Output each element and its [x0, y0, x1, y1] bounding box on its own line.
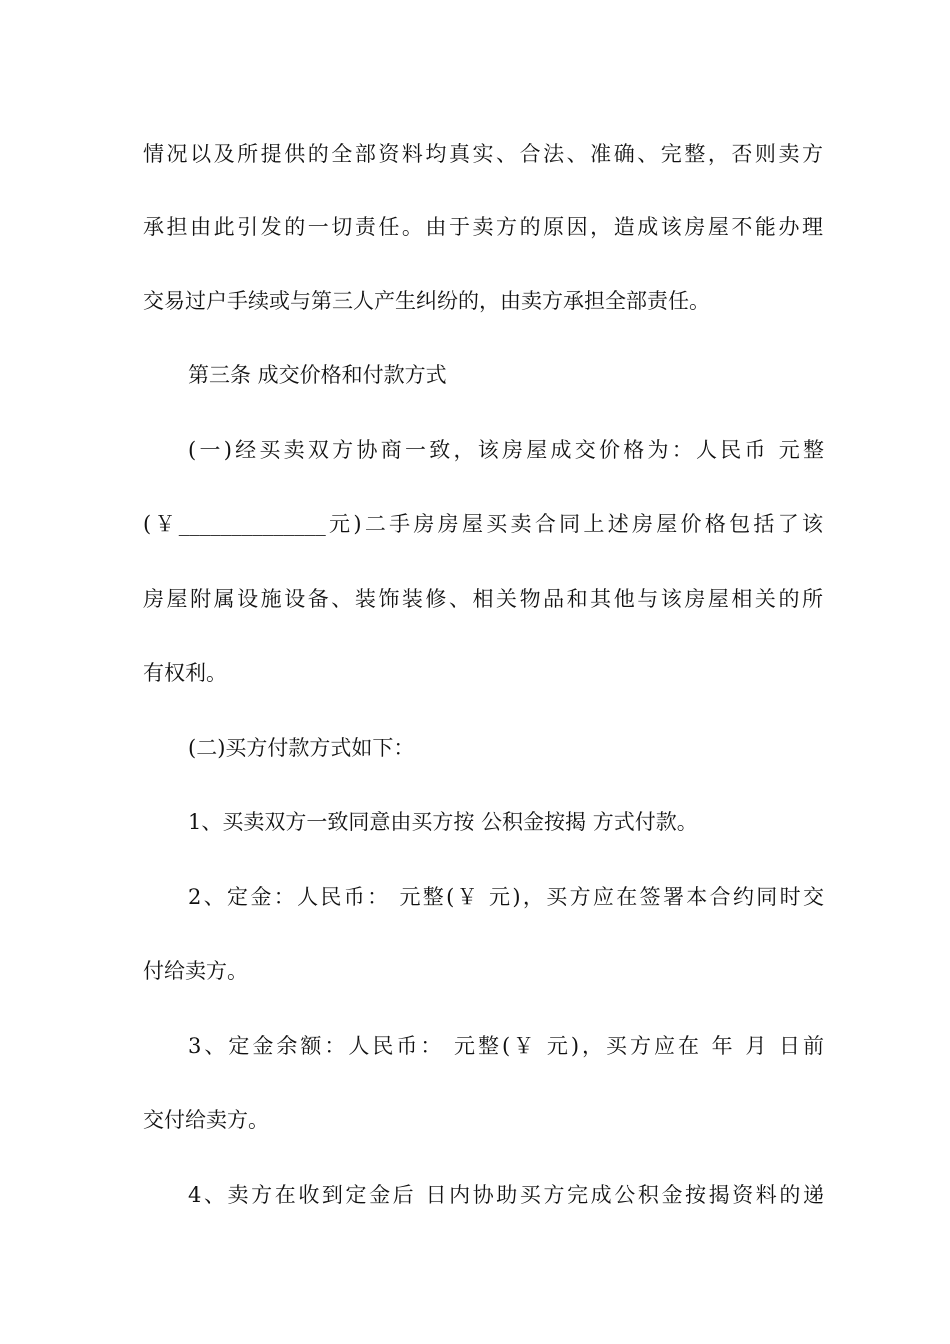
subsection-heading: (二)买方付款方式如下： [188, 736, 415, 760]
paragraph-line-6: (￥______________元)二手房房屋买卖合同上述房屋价格包括了该 [143, 512, 823, 536]
paragraph-line-3: 交易过户手续或与第三人产生纠纷的，由卖方承担全部责任。 [143, 289, 710, 313]
list-item-3-cont: 交付给卖方。 [143, 1108, 269, 1132]
paragraph-line-8: 有权利。 [143, 661, 227, 685]
paragraph-line-1: 情况以及所提供的全部资料均真实、合法、准确、完整，否则卖方 [143, 142, 823, 166]
list-item-1: 1、买卖双方一致同意由买方按 公积金按揭 方式付款。 [188, 810, 698, 834]
paragraph-line-5: (一)经买卖双方协商一致，该房屋成交价格为：人民币 元整 [188, 438, 824, 462]
list-item-2-cont: 付给卖方。 [143, 959, 248, 983]
paragraph-line-7: 房屋附属设施设备、装饰装修、相关物品和其他与该房屋相关的所 [143, 587, 823, 611]
list-item-4: 4、卖方在收到定金后 日内协助买方完成公积金按揭资料的递 [188, 1183, 824, 1207]
list-item-2: 2、定金：人民币： 元整(￥ 元)，买方应在签署本合约同时交 [188, 885, 824, 909]
list-item-3: 3、定金余额：人民币： 元整(￥ 元)，买方应在 年 月 日前 [188, 1034, 824, 1058]
section-heading: 第三条 成交价格和付款方式 [188, 363, 447, 387]
paragraph-line-2: 承担由此引发的一切责任。由于卖方的原因，造成该房屋不能办理 [143, 215, 823, 239]
